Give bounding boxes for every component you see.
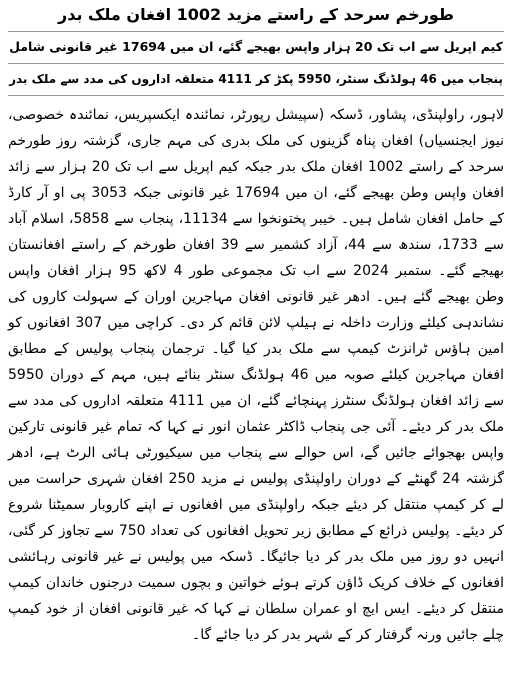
- sub-headline-2: پنجاب میں 46 ہولڈنگ سنٹر، 5950 پکڑ کر 4111 متعلقہ اداروں کی مدد سے ملک بدر: [8, 64, 504, 96]
- sub-headline-1: کیم اپریل سے اب تک 20 ہزار واپس بھیجے گئے، ان میں 17694 غیر قانونی شامل: [8, 32, 504, 64]
- story-body: لاہور، راولپنڈی، پشاور، ڈسکہ (سپیشل رپورٹر، نمائندہ ایکسپریس، نمائندہ خصوصی، نیوز ایجنسیاں) افغان پناہ گزینوں کی ملک بدری کی مہم جاری، گزشتہ روز طورخم سرحد کے راستے 1002 افغان ملک بدر جبکہ کیم اپریل سے اب تک 20 ہزار سے زائد افغان واپس وطن بھیجے گئے، ان میں 17694 غیر قانونی جبکہ 3053 پی او آر کارڈ کے حامل افغان شامل ہیں۔ خیبر پختونخوا سے 11134، پنجاب سے 5858، اسلام آباد سے 1733، سندھ سے 44، آزاد کشمیر سے 39 افغان طورخم کے راستے افغانستان بھیجے گئے۔ ستمبر 2024 سے اب تک مجموعی طور 4 لاکھ 95 ہزار افغان واپس وطن بھیجے گئے ہیں۔ ادھر غیر قانونی افغان مہاجرین اوران کے سہولت کاروں کی نشاندہی کیلئے وزارت داخلہ نے ہیلپ لائن قائم کر دی۔ کراچی میں 307 افغانوں کو امین ہاؤس ٹرانزٹ کیمپ سے ملک بدر کیا گیا۔ ترجمان پنجاب پولیس کے مطابق افغان مہاجرین کیلئے صوبہ میں 46 ہولڈنگ سنٹر بنائے ہیں، مہم کے دوران 5950 سے زائد افغان ہولڈنگ سنٹرز پہنچائے گئے، ان میں 4111 متعلقہ اداروں کی مدد سے ملک بدر کر دیئے۔ آئی جی پنجاب ڈاکٹر عثمان انور نے کہا کہ تمام غیر قانونی تارکین واپس بھجوائے جائیں گے، اس حوالے سے پنجاب میں سیکیورٹی ہائی الرٹ ہے، ادھر گزشتہ 24 گھنٹے کے دوران راولپنڈی پولیس نے مزید 250 افغان شہری حراست میں لے کر کیمپ منتقل کر دیئے جبکہ راولپنڈی میں افغانوں نے اپنے کاروبار سمیٹنا شروع کر دیئے۔ پولیس ذرائع کے مطابق زیر تحویل افغانوں کی تعداد 750 سے تجاوز کر گئی، انہیں دو روز میں ملک بدر کر دیا جائیگا۔ ڈسکہ میں پولیس نے غیر قانونی رہائشی افغانوں کے خلاف کریک ڈاؤن کرتے ہوئے خواتین و بچوں سمیت درجنوں خاندان کیمپ منتقل کر دیئے۔ ایس ایچ او عمران سلطان نے کہا کہ غیر قانونی افغان از خود کیمپ چلے جائیں ورنہ گرفتار کر کے شہر بدر کر دیا جائے گا۔: [8, 107, 505, 643]
- main-headline: طورخم سرحد کے راستے مزید 1002 افغان ملک بدر: [8, 0, 504, 32]
